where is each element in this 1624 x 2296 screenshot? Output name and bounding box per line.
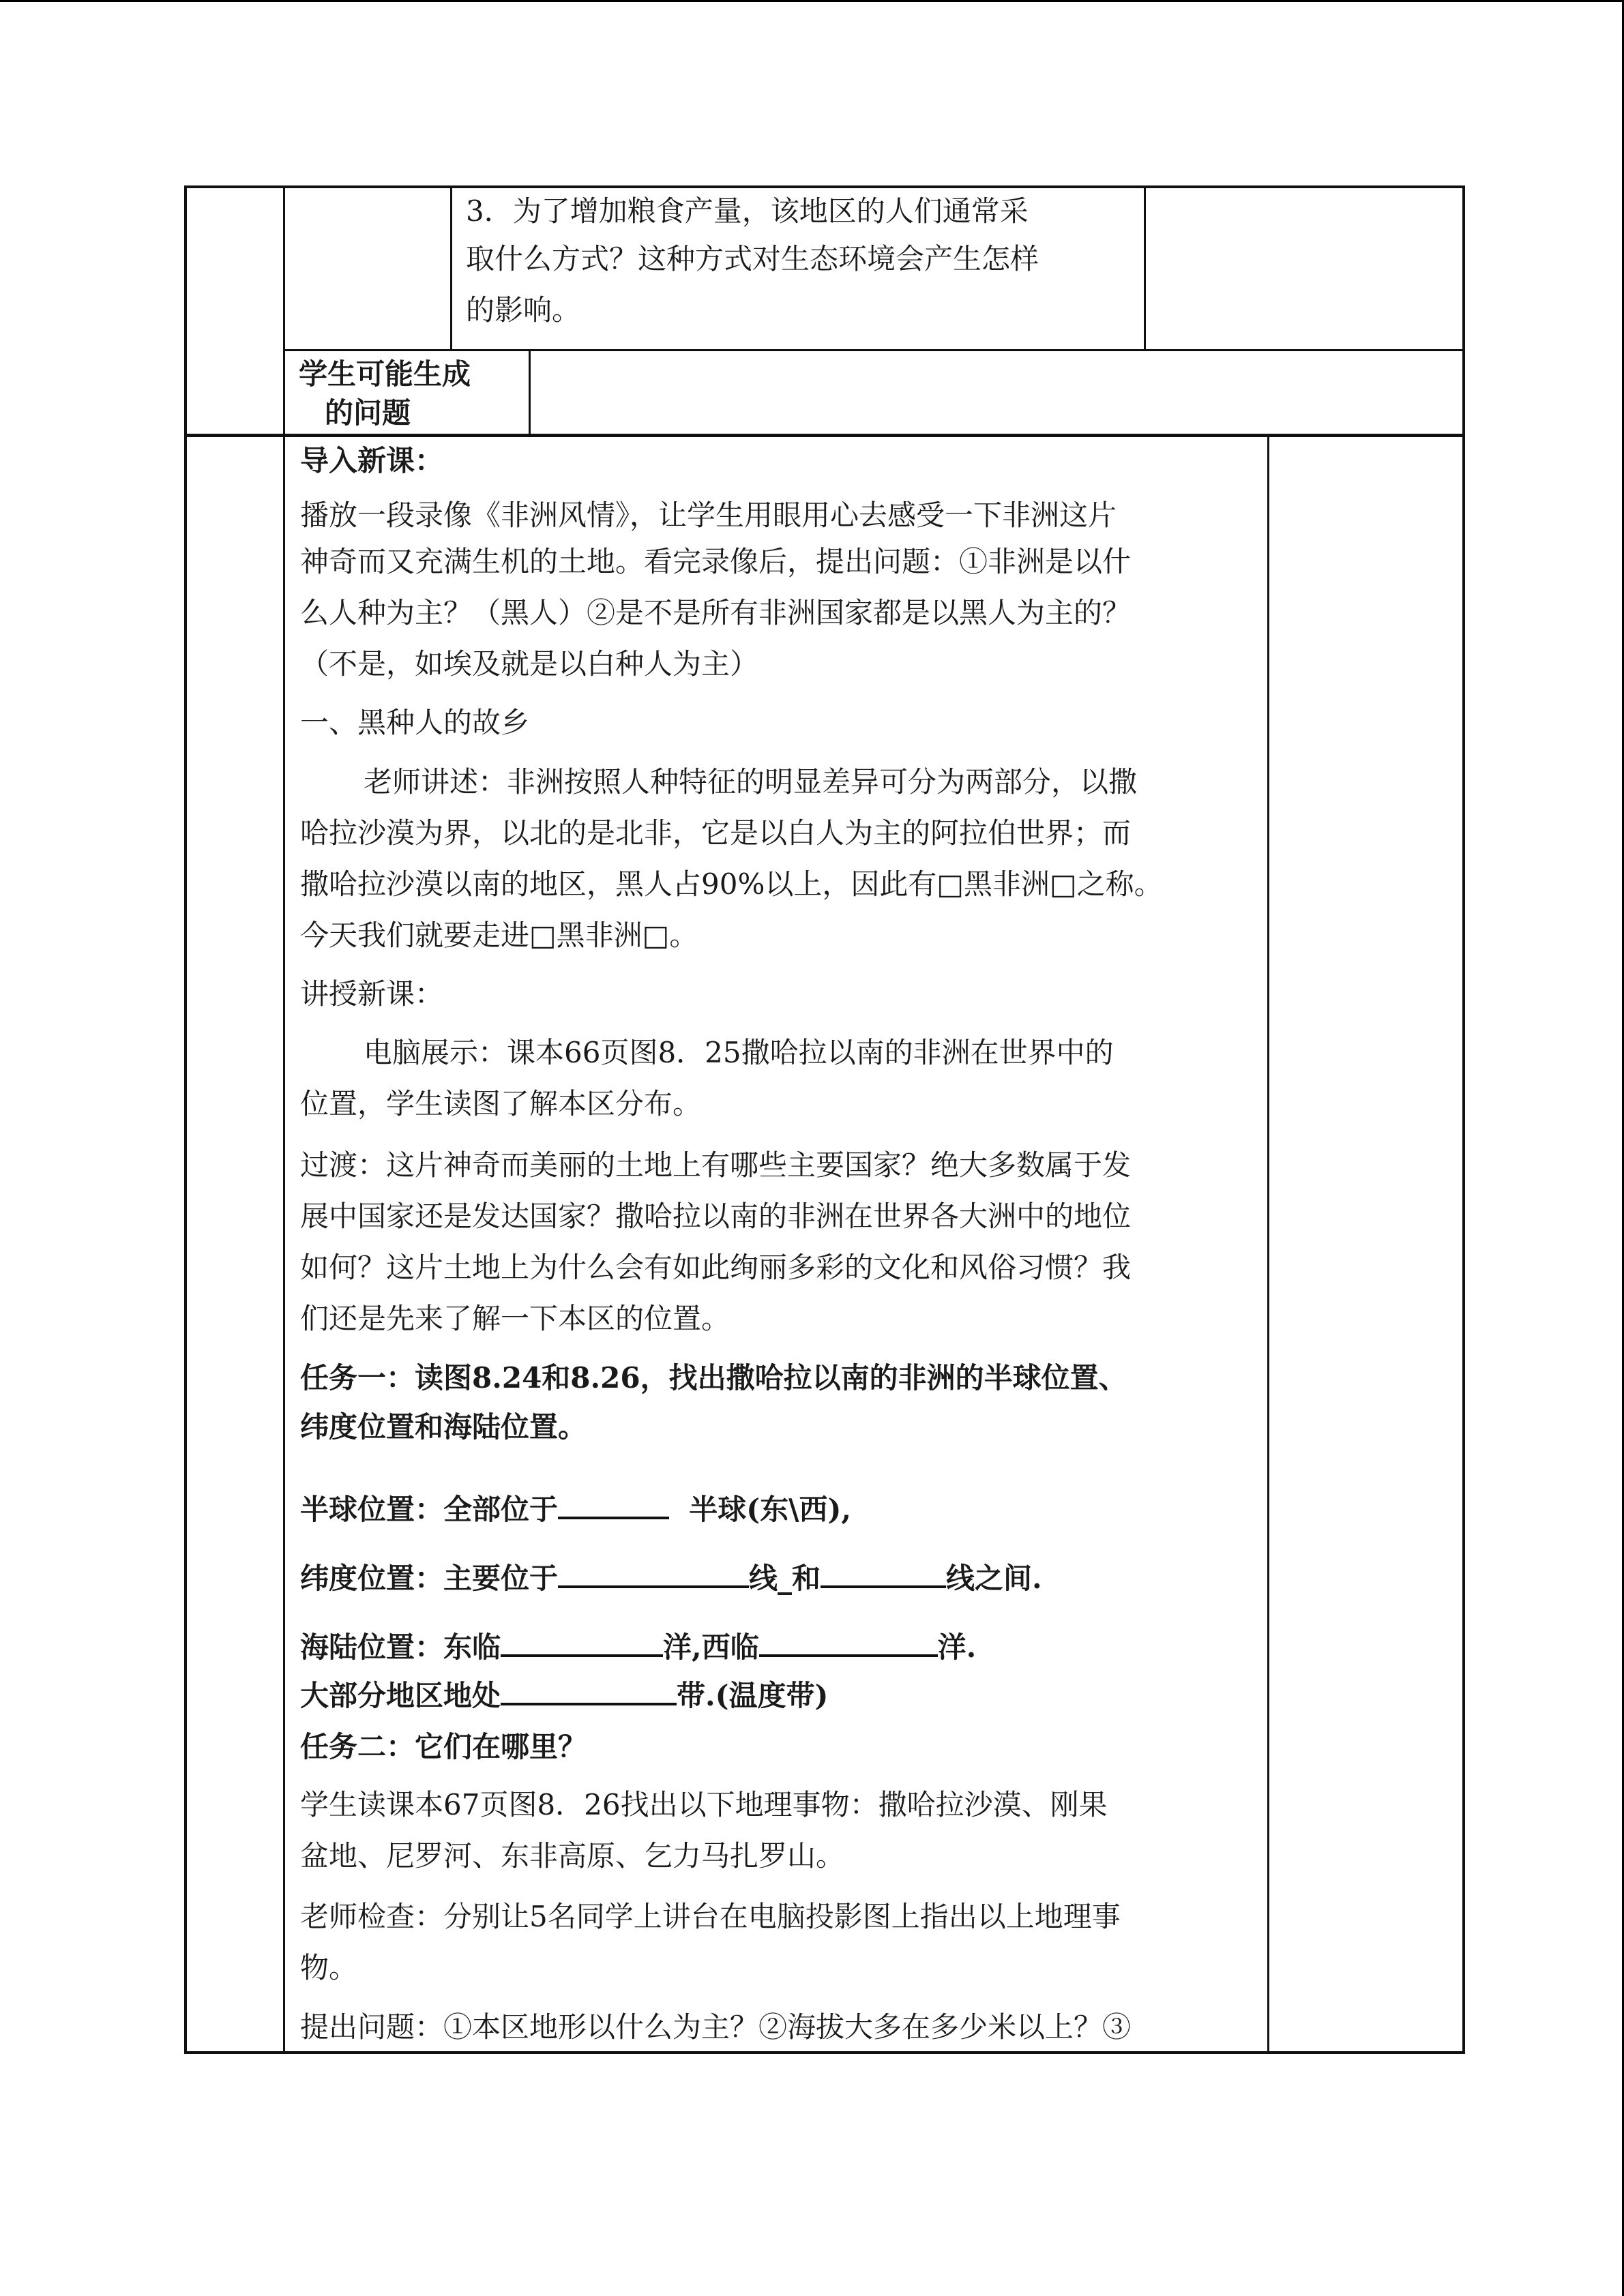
transition-line4: 们还是先来了解一下本区的位置。 [300, 1302, 730, 1335]
temperature-zone-suffix: 带.(温度带) [677, 1679, 829, 1712]
task2-heading: 任务二：它们在哪里？ [300, 1730, 587, 1763]
latitude-blank-2[interactable] [821, 1554, 946, 1588]
sea-land-blank-west[interactable] [759, 1623, 938, 1657]
raise-question-line: 提出问题：①本区地形以什么为主？②海拔大多在多少米以上？③ [300, 2010, 1132, 2044]
table2-right-border [1462, 434, 1465, 2054]
teacher-narration-line1: 老师讲述：非洲按照人种特征的明显差异可分为两部分，以撒 [364, 765, 1138, 799]
latitude-mid: 线_和 [749, 1562, 821, 1595]
student-reading-line2: 盆地、尼罗河、东非高原、乞力马扎罗山。 [300, 1839, 845, 1873]
table1-col2-divider [450, 185, 452, 351]
task1-line2: 纬度位置和海陆位置。 [300, 1410, 587, 1444]
table2-col1-divider [283, 434, 285, 2054]
student-reading-line1: 学生读课本67页图8．26找出以下地理事物：撒哈拉沙漠、刚果 [300, 1788, 1108, 1821]
question3-line3: 的影响。 [466, 293, 581, 327]
teacher-narration-line3: 撒哈拉沙漠以南的地区，黑人占90%以上，因此有□黑非洲□之称。 [300, 867, 1163, 901]
transition-line3: 如何？这片土地上为什么会有如此绚丽多彩的文化和风俗习惯？我 [300, 1251, 1132, 1284]
table1-left-border [184, 185, 187, 437]
temperature-zone-blank[interactable] [501, 1671, 677, 1705]
table1-label-divider [529, 349, 531, 437]
hemisphere-row [300, 1480, 851, 1540]
new-lesson-label: 讲授新课： [300, 977, 444, 1011]
sea-land-blank-east[interactable] [501, 1623, 663, 1657]
latitude-prefix: 纬度位置：主要位于 [300, 1562, 559, 1595]
page-frame-top [0, 0, 1624, 2]
teacher-narration-line2: 哈拉沙漠为界，以北的是北非，它是以白人为主的阿拉伯世界；而 [300, 816, 1132, 850]
intro-heading: 导入新课： [300, 444, 444, 477]
computer-display-line2: 位置，学生读图了解本区分布。 [300, 1087, 702, 1120]
table1-col3-divider [1144, 185, 1146, 351]
student-questions-label-line2: 的问题 [325, 396, 411, 430]
task1-line1: 任务一：读图8.24和8.26，找出撒哈拉以南的非洲的半球位置、 [300, 1361, 1127, 1395]
computer-display-line1: 电脑展示：课本66页图8．25撒哈拉以南的非洲在世界中的 [364, 1036, 1114, 1069]
transition-line1: 过渡：这片神奇而美丽的土地上有哪些主要国家？绝大多数属于发 [300, 1148, 1132, 1182]
teacher-narration-line4: 今天我们就要走进□黑非洲□。 [300, 919, 698, 952]
hemisphere-suffix: 半球(东\西), [689, 1493, 851, 1526]
intro-paragraph-line2: 神奇而又充满生机的土地。看完录像后，提出问题：①非洲是以什 [300, 545, 1132, 578]
student-questions-label-line1: 学生可能生成 [299, 357, 471, 391]
table1-col1-divider [283, 185, 285, 437]
intro-paragraph-line3: 么人种为主？（黑人）②是不是所有非洲国家都是以黑人为主的？ [300, 596, 1132, 629]
sea-land-mid: 洋,西临 [663, 1630, 759, 1664]
temperature-zone-prefix: 大部分地区地处 [300, 1679, 501, 1712]
intro-paragraph-line1: 播放一段录像《非洲风情》，让学生用眼用心去感受一下非洲这片 [300, 498, 1117, 532]
sea-land-suffix: 洋. [937, 1630, 977, 1664]
table2-col3-divider [1267, 434, 1269, 2054]
section1-title: 一、黑种人的故乡 [300, 706, 530, 739]
table2-left-border [184, 434, 187, 2054]
question3-line2: 取什么方式？这种方式对生态环境会产生怎样 [466, 242, 1039, 275]
teacher-check-line2: 物。 [300, 1951, 358, 1984]
transition-line2: 展中国家还是发达国家？撒哈拉以南的非洲在世界各大洲中的地位 [300, 1199, 1132, 1233]
teacher-check-line1: 老师检查：分别让5名同学上讲台在电脑投影图上指出以上地理事 [300, 1900, 1121, 1933]
latitude-suffix: 线之间. [946, 1562, 1042, 1595]
hemisphere-prefix: 半球位置：全部位于 [300, 1493, 559, 1526]
latitude-row [300, 1549, 1042, 1609]
table1-right-border [1462, 185, 1465, 437]
sea-land-prefix: 海陆位置：东临 [300, 1630, 501, 1664]
intro-paragraph-line4: （不是，如埃及就是以白种人为主） [300, 647, 759, 681]
question3-line1: 3．为了增加粮食产量，该地区的人们通常采 [466, 194, 1029, 228]
hemisphere-blank[interactable] [558, 1485, 669, 1519]
latitude-blank-1[interactable] [558, 1554, 749, 1588]
